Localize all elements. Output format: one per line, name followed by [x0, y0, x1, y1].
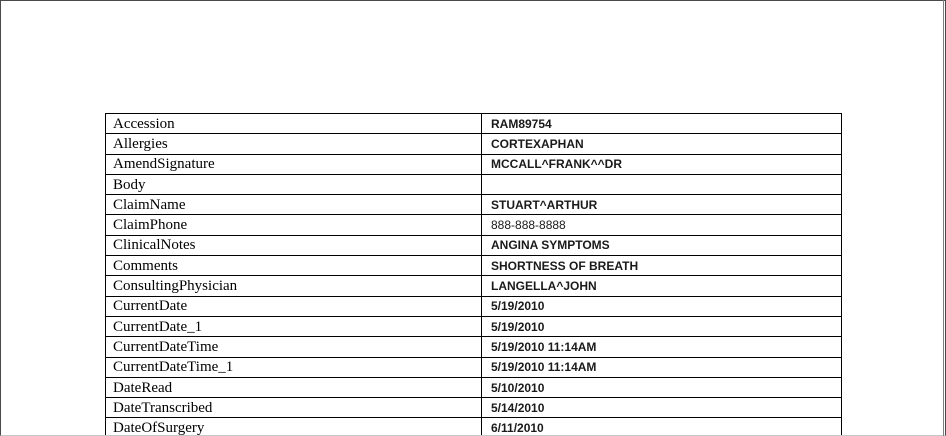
table-row — [106, 377, 842, 397]
table-row — [106, 316, 842, 336]
field-table — [105, 113, 842, 436]
field-label-current-date-time-1: CurrentDateTime_1 — [106, 357, 482, 377]
field-value-current-date-time: 5/19/2010 11:14AM — [482, 337, 842, 357]
field-value-claim-name: STUART^ARTHUR — [482, 195, 842, 215]
field-label-current-date-1: CurrentDate_1 — [106, 316, 482, 336]
page-edge-divider — [943, 0, 944, 436]
field-value-comments: SHORTNESS OF BREATH — [482, 256, 842, 276]
table-row — [106, 398, 842, 418]
field-label-claim-name: ClaimName — [106, 195, 482, 215]
table-row — [106, 154, 842, 174]
field-value-current-date: 5/19/2010 — [482, 296, 842, 316]
table-row — [106, 215, 842, 235]
table-row — [106, 114, 842, 134]
field-label-amend-signature: AmendSignature — [106, 154, 482, 174]
table-row — [106, 134, 842, 154]
table-row — [106, 296, 842, 316]
field-label-accession: Accession — [106, 114, 482, 134]
field-label-date-read: DateRead — [106, 377, 482, 397]
field-label-consulting-physician: ConsultingPhysician — [106, 276, 482, 296]
table-row — [106, 357, 842, 377]
field-label-date-transcribed: DateTranscribed — [106, 398, 482, 418]
field-value-clinical-notes: ANGINA SYMPTOMS — [482, 235, 842, 255]
field-label-claim-phone: ClaimPhone — [106, 215, 482, 235]
field-value-claim-phone: 888-888-8888 — [482, 215, 842, 235]
field-value-date-of-surgery: 6/11/2010 — [482, 418, 842, 436]
table-row — [106, 235, 842, 255]
field-value-allergies: CORTEXAPHAN — [482, 134, 842, 154]
field-label-allergies: Allergies — [106, 134, 482, 154]
field-value-current-date-time-1: 5/19/2010 11:14AM — [482, 357, 842, 377]
table-row — [106, 337, 842, 357]
field-label-current-date: CurrentDate — [106, 296, 482, 316]
field-label-clinical-notes: ClinicalNotes — [106, 235, 482, 255]
field-label-current-date-time: CurrentDateTime — [106, 337, 482, 357]
table-row — [106, 174, 842, 194]
field-value-current-date-1: 5/19/2010 — [482, 316, 842, 336]
field-label-date-of-surgery: DateOfSurgery — [106, 418, 482, 436]
field-label-comments: Comments — [106, 256, 482, 276]
table-row — [106, 418, 842, 436]
table-row — [106, 195, 842, 215]
table-row — [106, 256, 842, 276]
field-value-accession: RAM89754 — [482, 114, 842, 134]
field-value-body — [482, 174, 842, 194]
field-value-consulting-physician: LANGELLA^JOHN — [482, 276, 842, 296]
field-label-body: Body — [106, 174, 482, 194]
field-value-amend-signature: MCCALL^FRANK^^DR — [482, 154, 842, 174]
field-value-date-transcribed: 5/14/2010 — [482, 398, 842, 418]
table-row — [106, 276, 842, 296]
field-value-date-read: 5/10/2010 — [482, 377, 842, 397]
